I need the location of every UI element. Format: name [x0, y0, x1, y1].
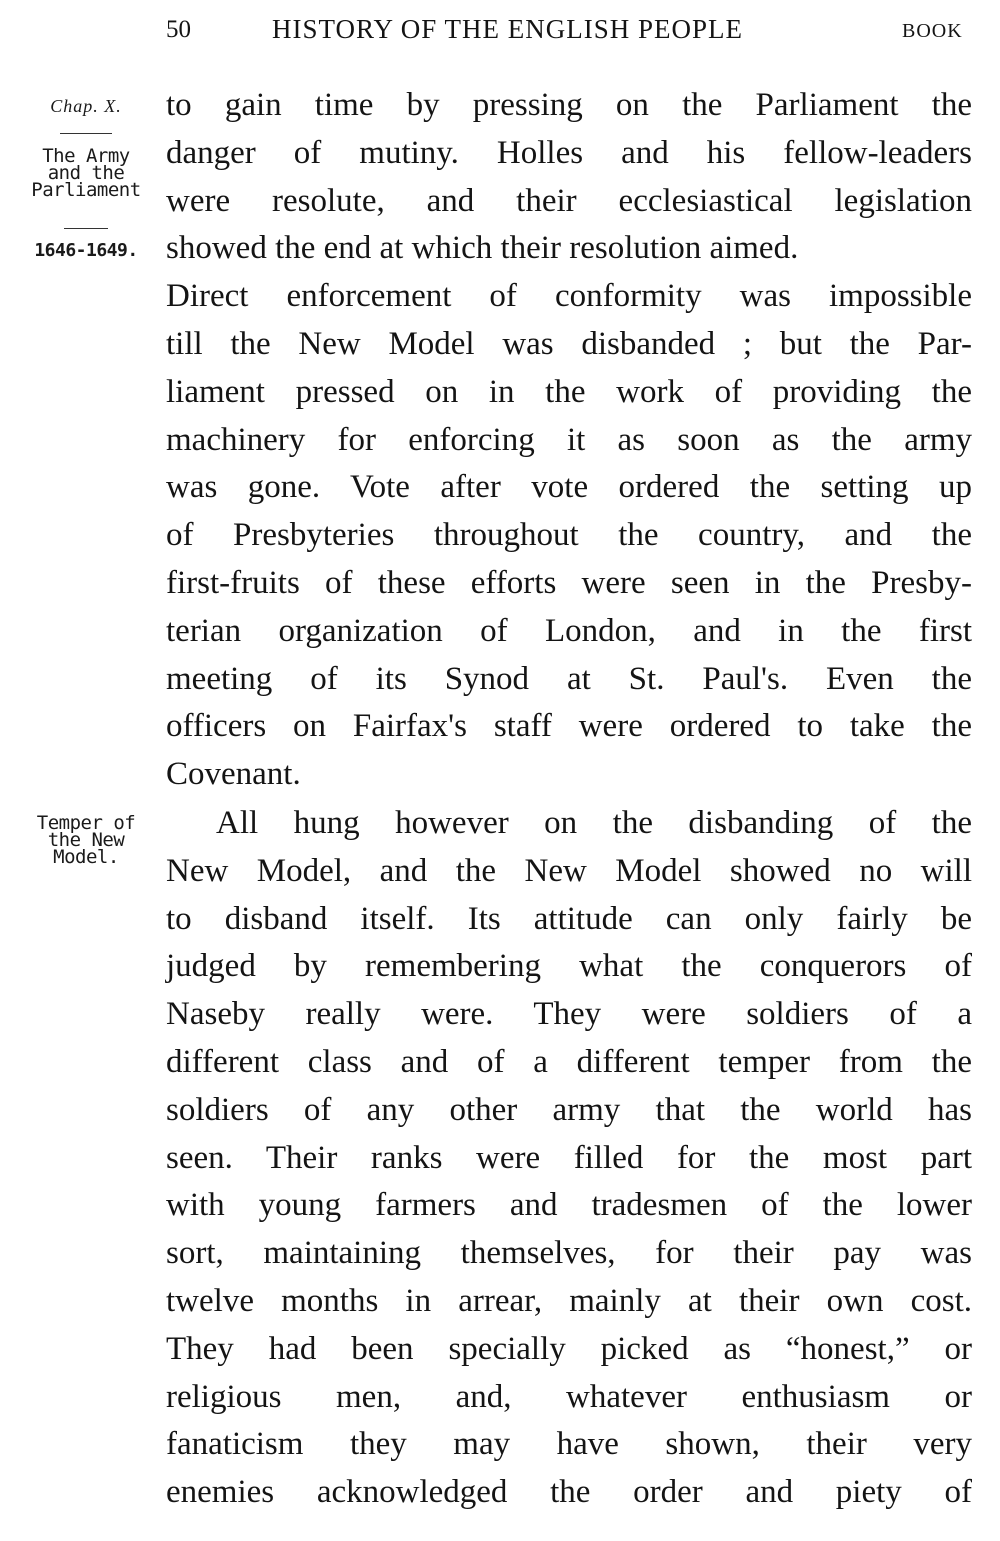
- text-line: machinery for enforcing it as soon as the army: [166, 421, 972, 458]
- text-line: judged by remembering what the conquerors of: [166, 948, 972, 985]
- text-line: liament pressed on in the work of providing the: [166, 373, 972, 410]
- text-line: were resolute, and their ecclesiastical legislation: [166, 182, 972, 219]
- paragraph-1: [166, 82, 972, 799]
- running-head: [0, 14, 1000, 50]
- text-line: was gone. Vote after vote ordered the setting up: [166, 469, 972, 506]
- margin-note-army-parliament: [16, 145, 156, 201]
- text-line: first-fruits of these efforts were seen in the Presby-: [166, 564, 972, 601]
- page-number: 50: [166, 16, 191, 43]
- margin-note-line: The Army: [42, 145, 130, 167]
- margin-note-line: Temper of: [36, 812, 136, 834]
- text-line: religious men, and, whatever enthusiasm or: [166, 1378, 972, 1415]
- text-line: meeting of its Synod at St. Paul's. Even the: [166, 660, 972, 697]
- margin-dates: 1646-1649.: [34, 240, 138, 261]
- text-line: officers on Fairfax's staff were ordered to take the: [166, 708, 972, 745]
- text-line: showed the end at which their resolution aimed.: [166, 230, 799, 267]
- text-line: different class and of a different temper from the: [166, 1043, 972, 1080]
- text-line: enemies acknowledged the order and piety of: [166, 1474, 972, 1511]
- text-line: They had been specially picked as “honest,” or: [166, 1330, 972, 1367]
- margin-rule: [64, 228, 108, 229]
- paragraph-2: [166, 800, 972, 1517]
- text-line: New Model, and the New Model showed no will: [166, 852, 972, 889]
- text-line: with young farmers and tradesmen of the lower: [166, 1187, 972, 1224]
- text-line: sort, maintaining themselves, for their pay was: [166, 1235, 972, 1272]
- text-line: of Presbyteries throughout the country, and the: [166, 517, 972, 554]
- text-line: terian organization of London, and in the first: [166, 612, 972, 649]
- margin-note-line: and the: [47, 162, 125, 184]
- margin-note-line: Parliament: [31, 179, 141, 201]
- text-line: to disband itself. Its attitude can only fairly be: [166, 900, 972, 937]
- text-line: Naseby really were. They were soldiers of a: [166, 996, 972, 1033]
- text-line: Covenant.: [166, 756, 301, 793]
- running-title: HISTORY OF THE ENGLISH PEOPLE: [272, 14, 744, 44]
- margin-note-line: the New: [47, 829, 125, 851]
- text-line: seen. Their ranks were filled for the most part: [166, 1139, 972, 1176]
- text-line: All hung however on the disbanding of the: [216, 805, 972, 841]
- text-line: Direct enforcement of conformity was impossible: [166, 278, 972, 315]
- text-line: twelve months in arrear, mainly at their own cost.: [166, 1282, 972, 1319]
- margin-chapter: Chap. X.: [50, 96, 122, 116]
- text-line: to gain time by pressing on the Parliament the: [166, 87, 972, 123]
- text-line: fanaticism they may have shown, their very: [166, 1426, 972, 1463]
- running-book-label: BOOK: [902, 20, 963, 42]
- text-line: till the New Model was disbanded ; but the Par-: [166, 325, 972, 362]
- margin-note-line: Model.: [53, 846, 119, 868]
- margin-rule: [60, 133, 112, 134]
- margin-note-temper-new-model: [16, 812, 156, 868]
- text-line: soldiers of any other army that the world has: [166, 1091, 972, 1128]
- text-line: danger of mutiny. Holles and his fellow-leaders: [166, 134, 972, 171]
